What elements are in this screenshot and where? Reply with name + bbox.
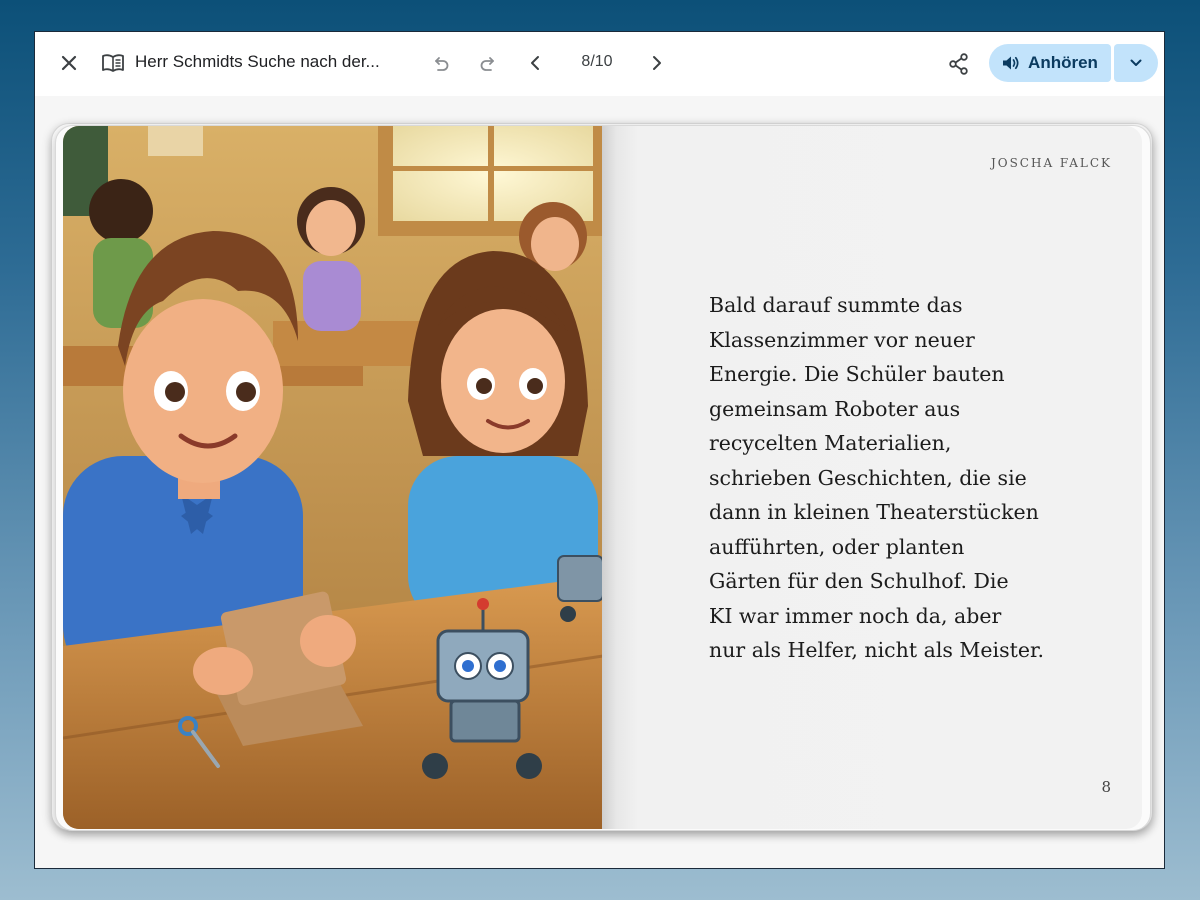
undo-icon [432,56,450,72]
chevron-right-icon [651,55,663,71]
story-line: dann in kleinen Theaterstücken [709,500,1039,524]
page-indicator: 8/10 [581,53,613,70]
chevron-left-icon [529,55,541,71]
story-text [709,288,1069,668]
page-number: 8 [1101,778,1111,796]
share-icon [949,53,969,75]
book-icon [101,52,125,74]
undo-button[interactable] [427,50,455,78]
story-line: Gärten für den Schulhof. Die [709,569,1009,593]
book-view [35,96,1164,869]
story-line: recycelten Materialien, [709,431,952,455]
story-line: Energie. Die Schüler bauten [709,362,1005,386]
previous-page-button[interactable] [521,47,549,79]
close-icon [61,55,77,71]
redo-icon [479,56,497,72]
next-page-button[interactable] [643,47,671,79]
story-line: gemeinsam Roboter aus [709,396,961,421]
story-line: aufführten, oder planten [709,534,965,559]
listen-options-dropdown[interactable] [1114,44,1158,82]
toolbar [35,32,1164,96]
listen-label: Anhören [1028,53,1098,72]
story-line: KI war immer noch da, aber [709,603,1002,628]
story-line: schrieben Geschichten, die sie [709,465,1027,490]
close-button[interactable] [53,47,85,79]
author-name: JOSCHA FALCK [990,156,1112,170]
book-title: Herr Schmidts Suche nach der... [135,52,380,71]
speaker-icon [1002,55,1020,71]
text-page [602,126,1142,829]
storybook-window [34,31,1165,869]
illustration-page [63,126,603,829]
story-line: Klassenzimmer vor neuer [709,327,975,352]
share-button[interactable] [943,48,975,80]
chevron-down-icon [1130,59,1142,67]
listen-button[interactable] [989,44,1111,82]
redo-button[interactable] [474,50,502,78]
classroom-illustration [63,126,603,829]
story-line: Bald darauf summte das [709,293,963,317]
story-line: nur als Helfer, nicht als Meister. [709,638,1045,662]
